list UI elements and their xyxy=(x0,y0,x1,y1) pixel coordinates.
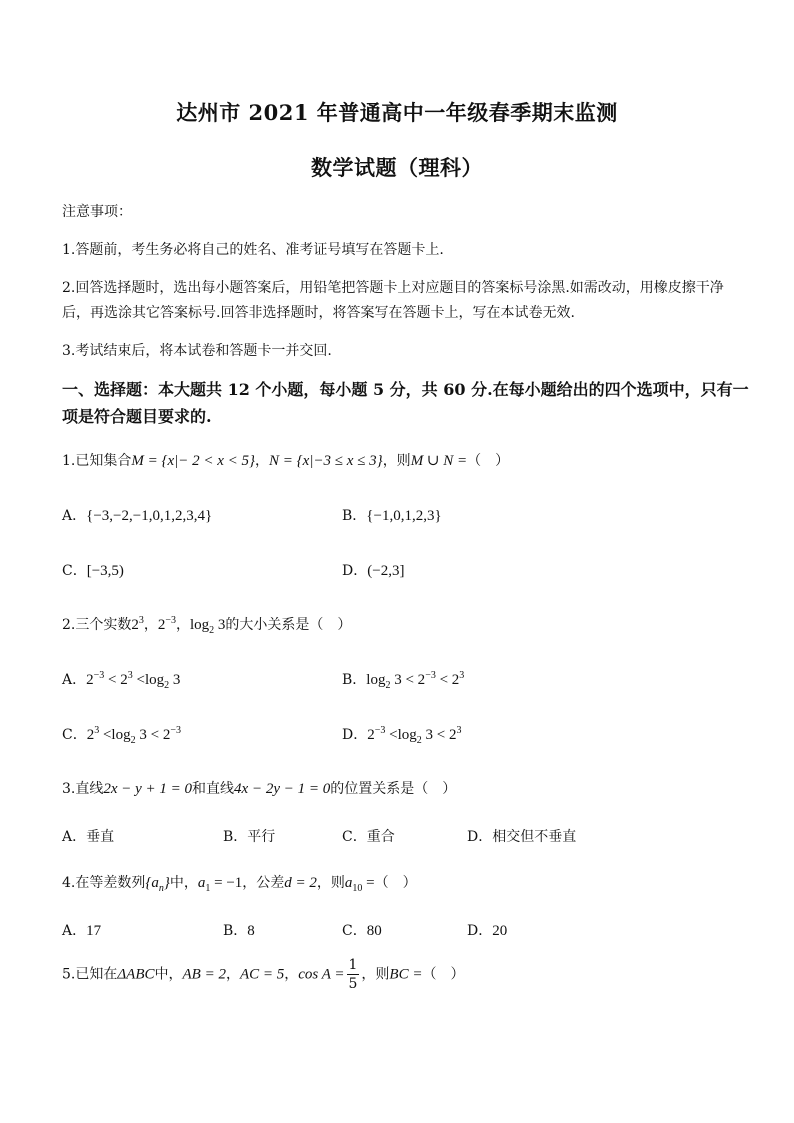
question-4-stem: 4.在等差数列$\{a_n\}$中，$a_1 = -1$，公差d = 2，则$a_{10}$ =（ ） xyxy=(62,875,417,894)
option-a: A．$2^{-3} < 2^3 <\log_2$ 3 xyxy=(62,670,181,691)
section-heading: 一、选择题：本大题共 12 个小题，每小题 5 分，共 60 分.在每小题给出的四个选项中，只有一 xyxy=(62,380,749,399)
page-subtitle: 数学试题（理科） xyxy=(311,155,483,180)
question-2-stem: 2.三个实数$2^3$，$2^{-3}$，$\log_2 3$的大小关系是（ ） xyxy=(62,615,352,636)
option-d: D．(−2,3] xyxy=(342,563,405,579)
note-item: 1.答题前，考生务必将自己的姓名、准考证号填写在答题卡上. xyxy=(62,242,444,258)
note-item: 后，再选涂其它答案标号.回答非选择题时，将答案写在答题卡上，写在本试卷无效. xyxy=(62,305,575,321)
option-b: B．8 xyxy=(223,923,255,939)
notes-heading: 注意事项： xyxy=(62,204,132,220)
option-a: A．17 xyxy=(62,923,102,939)
section-heading-cont: 项是符合题目要求的. xyxy=(62,407,212,426)
note-item: 2.回答选择题时，选出每小题答案后，用铅笔把答题卡上对应题目的答案标号涂黑.如需改动，用橡皮擦干净 xyxy=(62,280,724,296)
option-d: D．$2^{-3} <\log_2$ $3 < 2^3$ xyxy=(342,725,462,746)
question-1-stem: 1.已知集合M = {x|− 2 < x < 5}，N = {x|−3 ≤ x ≤ 3}，则M ∪ N =（ ） xyxy=(62,453,510,469)
fraction: $\frac{1}{5}$ xyxy=(348,957,358,992)
option-b: B．平行 xyxy=(223,829,276,845)
option-d: D．20 xyxy=(467,923,508,939)
option-b: B．$\log_2 3 < 2^{-3} < 2^3$ xyxy=(342,670,465,691)
set-n: N = {x|−3 ≤ x ≤ 3} xyxy=(269,453,383,469)
option-a: A．垂直 xyxy=(62,829,115,845)
note-item: 3.考试结束后，将本试卷和答题卡一并交回. xyxy=(62,343,332,359)
question-3-stem: 3.直线2x − y + 1 = 0和直线4x − 2y − 1 = 0的位置关系是（ ） xyxy=(62,781,457,797)
page-title: 达州市 2021 年普通高中一年级春季期末监测 xyxy=(176,100,618,125)
option-c: C．80 xyxy=(342,923,382,939)
option-d: D．相交但不垂直 xyxy=(467,829,577,845)
question-5-stem: 5.已知在ΔABC中，AB = 2，AC = 5，cos A = $\frac{1}{5}$ ，则BC =（ ） xyxy=(62,957,465,992)
option-c: C．$2^3 <\log_2$ $3 < 2^{-3}$ xyxy=(62,725,181,746)
set-m: M = {x|− 2 < x < 5} xyxy=(131,453,256,469)
option-a: A．{−3,−2,−1,0,1,2,3,4} xyxy=(62,508,213,524)
option-c: C．重合 xyxy=(342,829,395,845)
option-c: C．[−3,5) xyxy=(62,563,124,579)
option-b: B．{−1,0,1,2,3} xyxy=(342,508,442,524)
